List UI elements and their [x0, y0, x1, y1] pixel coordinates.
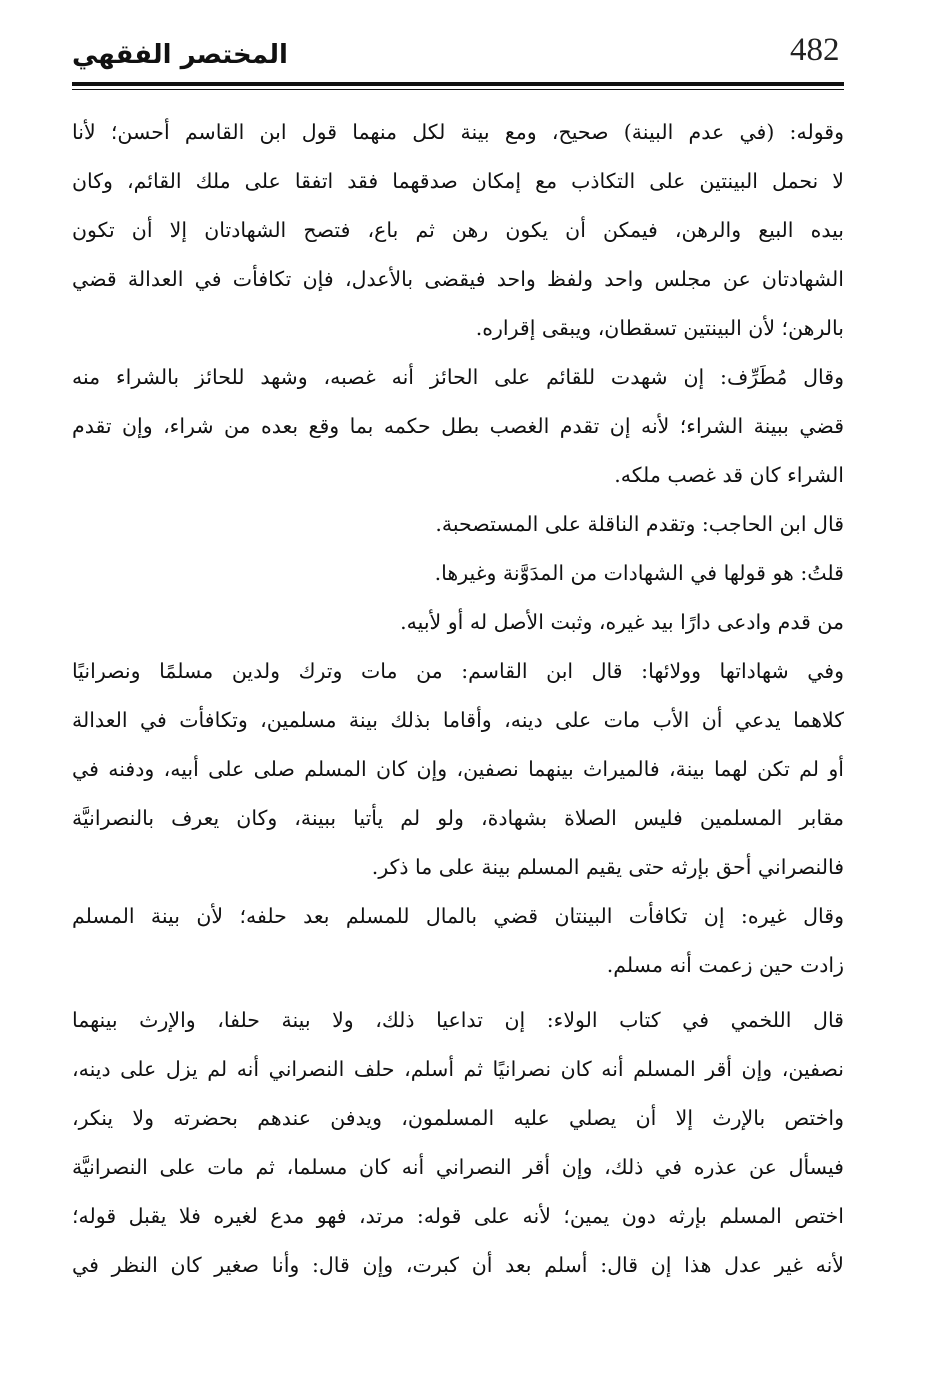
text-line: فالنصراني أحق بإرثه حتى يقيم المسلم بينة على ما ذكر.	[371, 855, 844, 879]
text-line: كلاهما يدعي أن الأب مات على دينه، وأقاما بذلك بينة مسلمين، وتكافأت في العدالة	[72, 708, 844, 732]
text-line: لا نحمل البينتين على التكاذب مع إمكان صدقهما فقد اتفقا على ملك القائم، وكان	[72, 169, 844, 193]
text-line: لأنه غير عدل هذا إن قال: أسلم بعد أن كبرت، وإن قال: وأنا صغير كان النظر في	[72, 1253, 844, 1277]
text-line: بالرهن؛ لأن البينتين تسقطان، ويبقى إقراره.	[475, 316, 844, 340]
text-line: وقوله: (في عدم البينة) صحيح، ومع بينة لكل منهما قول ابن القاسم أحسن؛ لأنا	[72, 120, 844, 144]
text-line: بيده البيع والرهن، فيمكن أن يكون رهن ثم باع، فتصح الشهادتان إلا أن تكون	[72, 218, 844, 242]
text-line: مقابر المسلمين فليس الصلاة بشهادة، ولو لم يأتيا ببينة، وكان يعرف بالنصرانيَّة	[72, 806, 844, 830]
text-line: وقال غيره: إن تكافأت البينتان قضي بالمال للمسلم بعد حلفه؛ لأن بينة المسلم	[72, 904, 844, 928]
text-line: وفي شهاداتها وولائها: قال ابن القاسم: من مات وترك ولدين مسلمًا ونصرانيًا	[72, 659, 844, 683]
text-line: قال ابن الحاجب: وتقدم الناقلة على المستصحبة.	[435, 512, 844, 536]
text-line: واختص بالإرث إلا أن يصلي عليه المسلمون، ويدفن عندهم بحضرته ولا ينكر،	[72, 1106, 844, 1130]
text-line: زادت حين زعمت أنه مسلم.	[606, 953, 844, 977]
header-rule-thick	[72, 82, 844, 86]
text-line: الشراء كان قد غصب ملكه.	[614, 463, 844, 487]
text-line: الشهادتان عن مجلس واحد ولفظ واحد فيقضى بالأعدل، فإن تكافأت في العدالة قضي	[72, 267, 844, 291]
page-number: 482	[790, 32, 840, 68]
text-line: قلتُ: هو قولها في الشهادات من المدَوَّنة وغيرها.	[434, 561, 844, 585]
body-text	[72, 108, 844, 1290]
book-title: المختصر الفقهي	[72, 40, 288, 70]
text-line: قال اللخمي في كتاب الولاء: إن تداعيا ذلك، ولا بينة حلفا، والإرث بينهما	[72, 1008, 844, 1032]
text-line: أو لم تكن لهما بينة، فالميراث بينهما نصفين، وإن كان المسلم صلى على أبيه، ودفنه في	[72, 757, 844, 781]
header-rule-thin	[72, 89, 844, 90]
page-header	[72, 28, 844, 86]
text-line: اختص المسلم بإرثه دون يمين؛ لأنه على قوله: مرتد، فهو مدع لغيره فلا يقبل قوله؛	[72, 1204, 844, 1228]
text-line: قضي ببينة الشراء؛ لأنه إن تقدم الغصب بطل حكمه بما وقع بعده من شراء، وإن تقدم	[72, 414, 844, 438]
text-line: نصفين، وإن أقر المسلم أنه كان نصرانيًا ثم أسلم، حلف النصراني أنه لم يزل على دينه،	[72, 1057, 844, 1081]
text-line: من قدم وادعى دارًا بيد غيره، وثبت الأصل له أو لأبيه.	[400, 610, 844, 634]
text-line: وقال مُطَرِّف: إن شهدت للقائم على الحائز أنه غصبه، وشهد للحائز بالشراء منه	[72, 365, 844, 389]
text-line: فيسأل عن عذره في ذلك، وإن أقر النصراني أنه كان مسلما، ثم مات على النصرانيَّة	[72, 1155, 844, 1179]
